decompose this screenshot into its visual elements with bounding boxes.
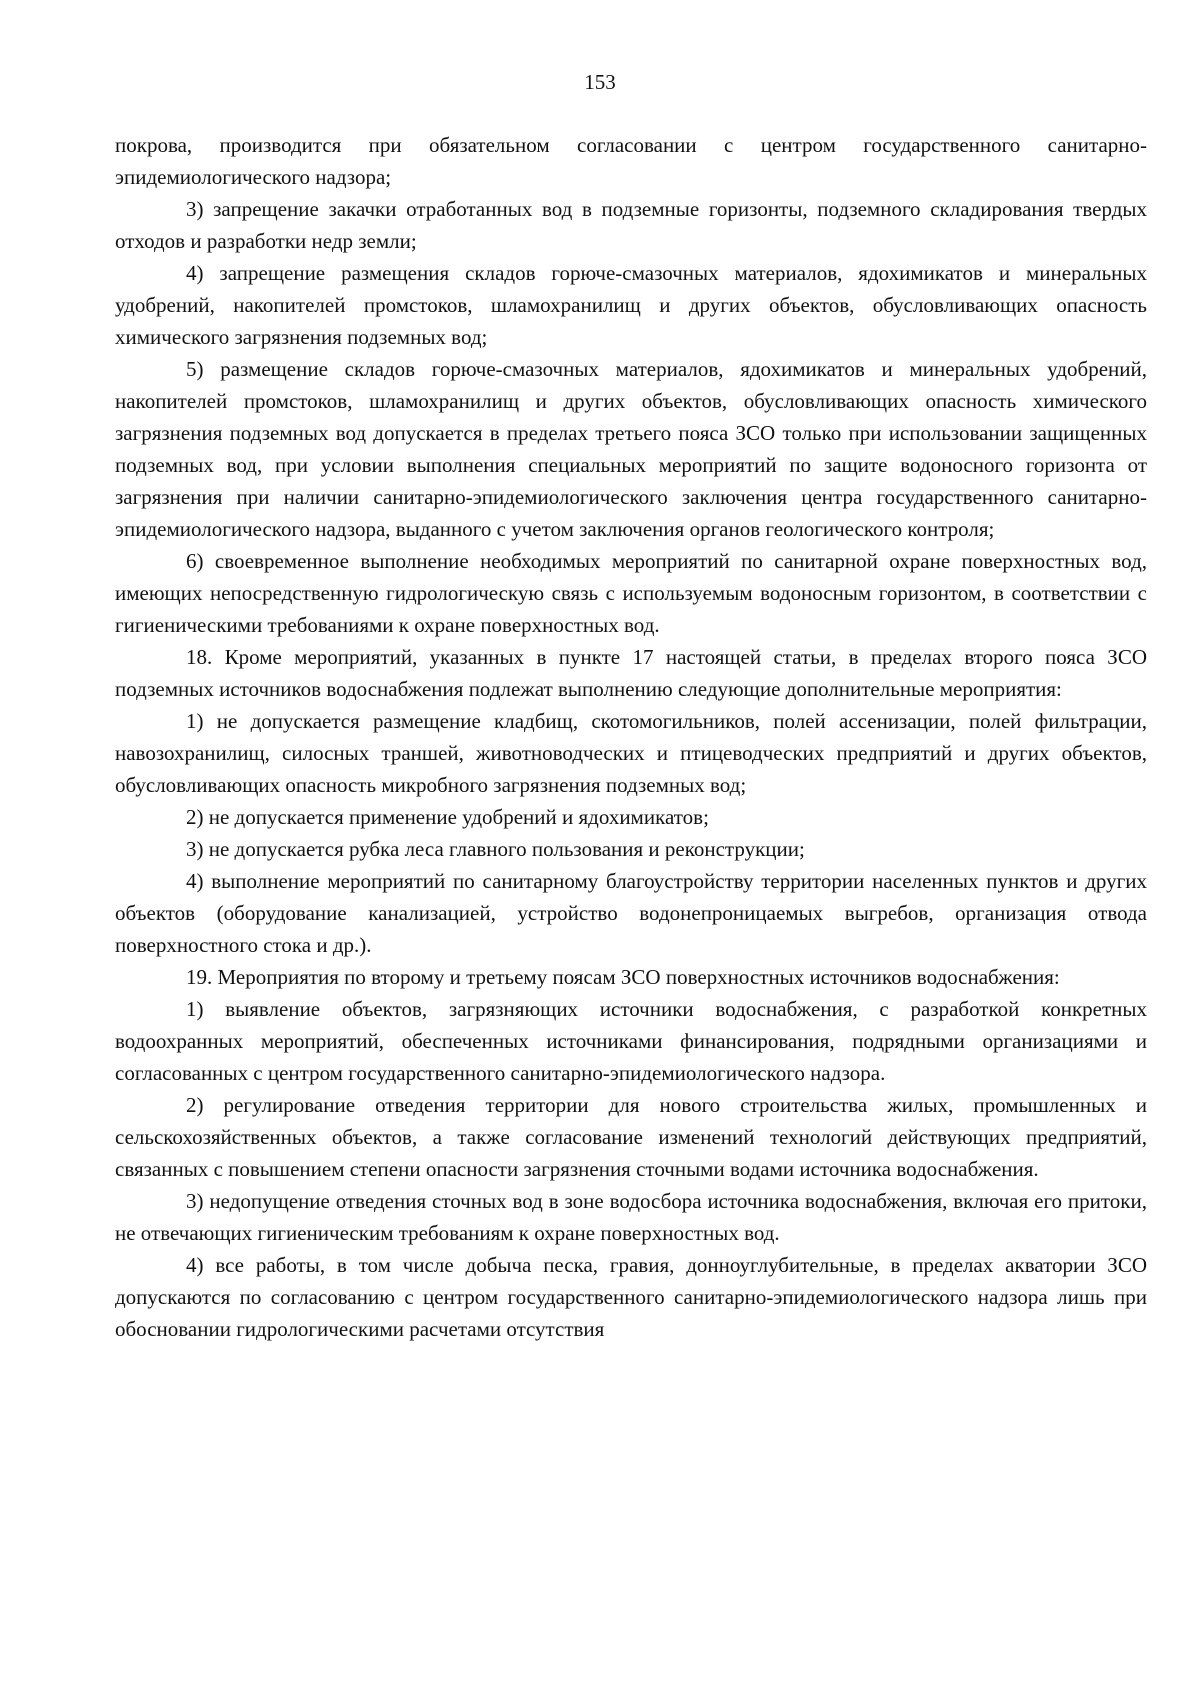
- paragraph-item-5-storage-conditions: 5) размещение складов горюче-смазочных материалов, ядохимикатов и минеральных удобрений, накопителей промстоков, шламохранилищ и других объектов, обусловливающих опасность химического загрязнения подземных вод допускается в пределах третьего пояса ЗСО только при использовании защищенных подземных вод, при условии выполнения специальных мероприятий по защите водоносного горизонта от загрязнения при наличии санитарно-эпидемиологического заключения центра государственного санитарно-эпидемиологического надзора, выданного с учетом заключения органов геологического контроля;: [115, 357, 1147, 541]
- body-text: [115, 129, 1147, 1345]
- paragraph-clause-18-item-3: 3) не допускается рубка леса главного пользования и реконструкции;: [186, 837, 805, 861]
- paragraph-clause-19-item-4: 4) все работы, в том числе добыча песка, гравия, донноуглубительные, в пределах акватории ЗСО допускаются по согласованию с центром государственного санитарно-эпидемиологического надзора лишь при обосновании гидрологическими расчетами отсутствия: [115, 1253, 1147, 1341]
- page-number: 153: [584, 70, 616, 94]
- paragraph-clause-19: 19. Мероприятия по второму и третьему поясам ЗСО поверхностных источников водоснабжения:: [186, 965, 1060, 989]
- paragraph-clause-19-item-1: 1) выявление объектов, загрязняющих источники водоснабжения, с разработкой конкретных водоохранных мероприятий, обеспеченных источниками финансирования, подрядными организациями и согласованных с центром государственного санитарно-эпидемиологического надзора.: [115, 997, 1147, 1085]
- paragraph-continuation: покрова, производится при обязательном согласовании с центром государственного санитарно-эпидемиологического надзора;: [115, 133, 1147, 189]
- paragraph-item-4-no-storage: 4) запрещение размещения складов горюче-смазочных материалов, ядохимикатов и минеральных удобрений, накопителей промстоков, шламохранилищ и других объектов, обусловливающих опасность химического загрязнения подземных вод;: [115, 261, 1147, 349]
- paragraph-clause-19-item-2: 2) регулирование отведения территории для нового строительства жилых, промышленных и сельскохозяйственных объектов, а также согласование изменений технологий действующих предприятий, связанных с повышением степени опасности загрязнения сточными водами источника водоснабжения.: [115, 1093, 1147, 1181]
- paragraph-item-6-surface-water: 6) своевременное выполнение необходимых мероприятий по санитарной охране поверхностных вод, имеющих непосредственную гидрологическую связь с используемым водоносным горизонтом, в соответствии с гигиеническими требованиями к охране поверхностных вод.: [115, 549, 1147, 637]
- paragraph-clause-18-item-1: 1) не допускается размещение кладбищ, скотомогильников, полей ассенизации, полей фильтрации, навозохранилищ, силосных траншей, животноводческих и птицеводческих предприятий и других объектов, обусловливающих опасность микробного загрязнения подземных вод;: [115, 709, 1147, 797]
- paragraph-clause-18-item-2: 2) не допускается применение удобрений и ядохимикатов;: [186, 805, 709, 829]
- paragraph-item-3-no-injection: 3) запрещение закачки отработанных вод в подземные горизонты, подземного складирования твердых отходов и разработки недр земли;: [115, 197, 1147, 253]
- paragraph-clause-18-item-4: 4) выполнение мероприятий по санитарному благоустройству территории населенных пунктов и других объектов (оборудование канализацией, устройство водонепроницаемых выгребов, организация отвода поверхностного стока и др.).: [115, 869, 1147, 957]
- paragraph-clause-18: 18. Кроме мероприятий, указанных в пункте 17 настоящей статьи, в пределах второго пояса ЗСО подземных источников водоснабжения подлежат выполнению следующие дополнительные мероприятия:: [115, 645, 1147, 701]
- paragraph-clause-19-item-3: 3) недопущение отведения сточных вод в зоне водосбора источника водоснабжения, включая его притоки, не отвечающих гигиеническим требованиям к охране поверхностных вод.: [115, 1189, 1147, 1245]
